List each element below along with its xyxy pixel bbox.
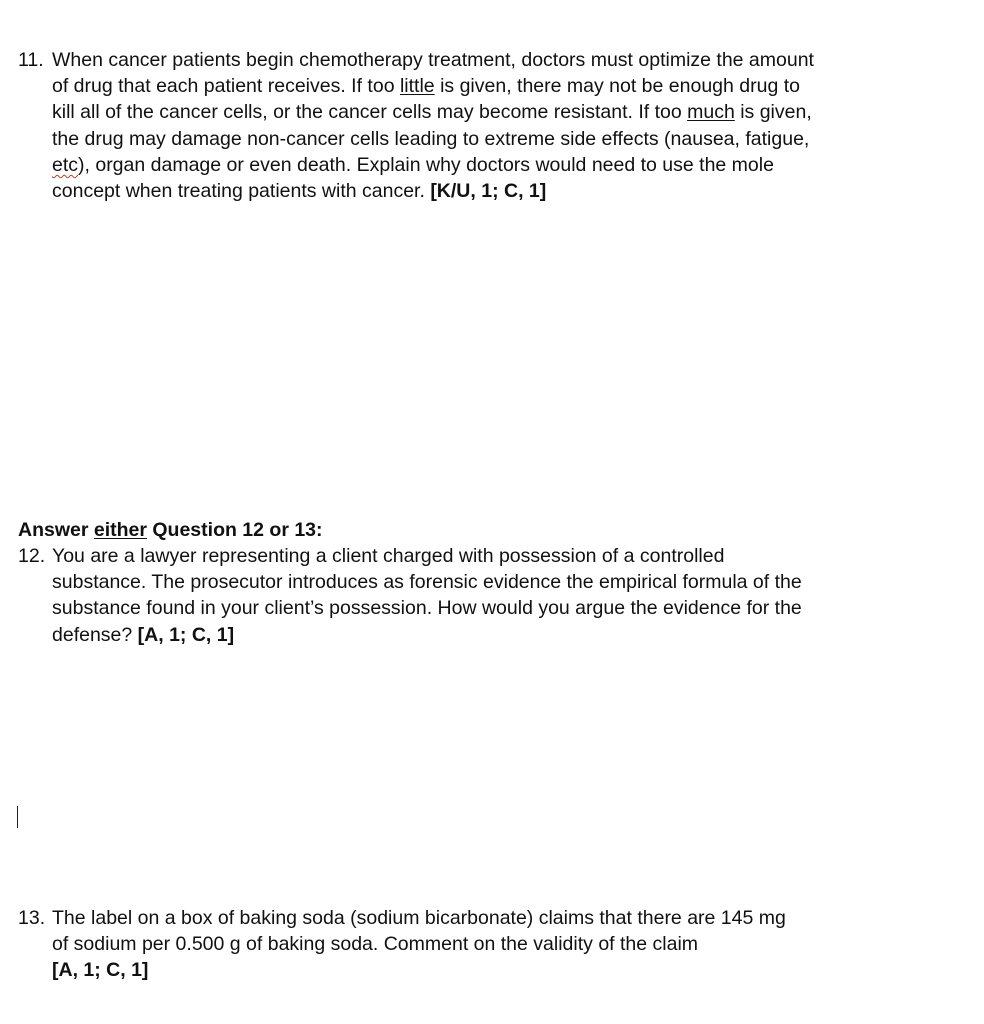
text-line: substance. The prosecutor introduces as forensic evidence the empirical formula of the — [52, 571, 802, 594]
text-line: the drug may damage non-cancer cells leading to extreme side effects (nausea, fatigue, — [52, 127, 810, 150]
underlined-word: little — [399, 75, 435, 98]
underlined-word: either — [93, 519, 147, 541]
underlined-word: much — [687, 101, 735, 124]
marks-label: [K/U, 1; C, 1] — [430, 180, 547, 203]
text-line: of drug that each patient receives. If too little is given, there may not be enough drug to — [52, 75, 800, 98]
text-line: defense? [A, 1; C, 1] — [52, 623, 235, 646]
question-number: 13. — [18, 907, 46, 929]
marks-label: [A, 1; C, 1] — [52, 959, 149, 982]
question-11 — [18, 47, 926, 204]
text-line — [52, 957, 926, 983]
question-text — [52, 47, 926, 204]
question-text — [52, 905, 926, 984]
spellcheck-word[interactable]: etc — [52, 153, 79, 176]
text-line: You are a lawyer representing a client charged with possession of a controlled — [52, 545, 725, 567]
marks-label: [A, 1; C, 1] — [137, 623, 235, 646]
text-line: of sodium per 0.500 g of baking soda. Comment on the validity of the claim — [52, 933, 699, 956]
text-line: substance found in your client’s possession. How would you argue the evidence for the — [52, 597, 802, 620]
question-12 — [18, 543, 926, 648]
text-line: etc), organ damage or even death. Explain why doctors would need to use the mole — [52, 153, 774, 176]
question-13 — [18, 905, 926, 984]
text-line: When cancer patients begin chemotherapy treatment, doctors must optimize the amount — [52, 49, 814, 71]
question-number: 11. — [18, 49, 44, 71]
question-number: 12. — [18, 545, 46, 567]
question-text — [52, 543, 926, 648]
text-line: concept when treating patients with cancer. [K/U, 1; C, 1] — [52, 180, 547, 203]
section-heading: Answer either Question 12 or 13: — [18, 519, 323, 541]
text-line: The label on a box of baking soda (sodium bicarbonate) claims that there are 145 mg — [52, 907, 786, 929]
text-cursor[interactable] — [17, 806, 18, 828]
text-line: kill all of the cancer cells, or the cancer cells may become resistant. If too much is given, — [52, 101, 812, 124]
